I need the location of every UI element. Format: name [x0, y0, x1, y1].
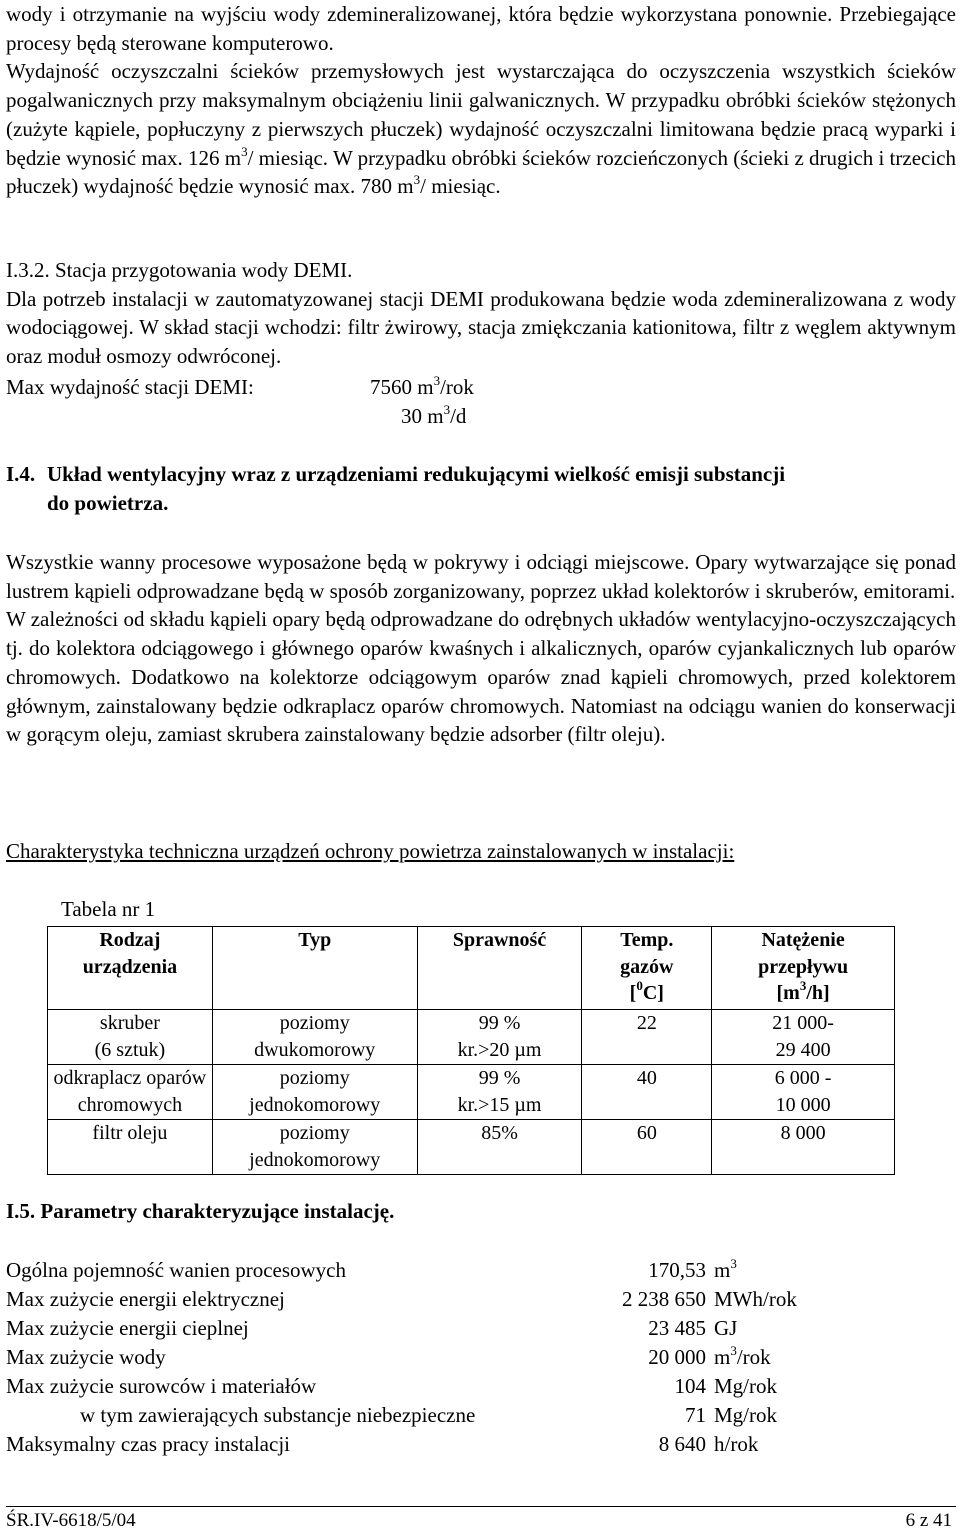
param-unit: Mg/rok [714, 1403, 777, 1427]
table-row [48, 1120, 895, 1175]
footer-reference: ŚR.IV-6618/5/04 [6, 1510, 136, 1531]
cell-natezenie: 21 000- 29 400 [712, 1010, 895, 1065]
param-label: w tym zawierających substancje niebezpieczne [80, 1403, 476, 1427]
cell-natezenie: 8 000 [712, 1120, 895, 1175]
col-header-rodzaj: Rodzaj urządzenia [48, 927, 213, 1010]
param-label: Max zużycie wody [6, 1345, 166, 1369]
param-label: Max zużycie energii elektrycznej [6, 1287, 285, 1311]
cell-sprawnosc: 99 % kr.>20 µm [417, 1010, 582, 1065]
section-heading: Układ wentylacyjny wraz z urządzeniami redukującymi wielkość emisji substancji [47, 462, 786, 486]
table-caption: Tabela nr 1 [61, 897, 156, 921]
param-unit: $m^3$ [714, 1256, 737, 1282]
intro-text [6, 0, 956, 201]
paragraph: Wszystkie wanny procesowe wyposażone będą w pokrywy i odciągi miejscowe. Opary wytwarzające się ponad lustrem kąpieli odprowadzane będą w sposób zorganizowany, poprzez układ kolektorów i skruberów, emitorami. [6, 550, 956, 603]
cell-temp: 40 [582, 1065, 712, 1120]
cell-rodzaj: odkraplacz oparów chromowych [48, 1065, 213, 1120]
cell-sprawnosc: 99 % kr.>15 µm [417, 1065, 582, 1120]
col-header-natezenie: Natężenie przepływu $[m^3/h]$ [712, 927, 895, 1010]
paragraph: Wydajność oczyszczalni ścieków przemysłowych jest wystarczająca do oczyszczenia wszystkich ścieków pogalwanicznych przy maksymalnym obciążeniu linii galwanicznych. W przypadku obróbki ścieków stężonych (zużyte kąpiele, popłuczyny z pierwszych płuczek) wydajność oczyszczalni limitowana będzie pracą wyparki i będzie wynosić max. 126 $m^3/$ miesiąc. W przypadku obróbki ścieków rozcieńczonych (ścieki z drugich i trzecich płuczek) wydajność będzie wynosić max. 780 $m^3/$ miesiąc. [6, 59, 956, 199]
param-value: 8 640 [658, 1432, 706, 1456]
table-row [48, 1010, 895, 1065]
paragraph: Dla potrzeb instalacji w zautomatyzowanej stacji DEMI produkowana będzie woda zdemineralizowana z wody wodociągowej. W skład stacji wchodzi: filtr żwirowy, stacja zmiękczania kationitowa, filtr z węglem aktywnym oraz moduł osmozy odwróconej. [6, 286, 956, 369]
param-label: Max zużycie surowców i materiałów [6, 1374, 317, 1398]
col-header-temp: Temp. gazów [$^0$C] [582, 927, 712, 1010]
cell-natezenie: 6 000 - 10 000 [712, 1065, 895, 1120]
param-value: 71 [685, 1403, 706, 1427]
param-unit: $m^3$/rok [714, 1343, 771, 1369]
param-unit: Mg/rok [714, 1374, 777, 1398]
section-ventilation-text [6, 548, 956, 749]
cell-typ: poziomy jednokomorowy [212, 1120, 417, 1175]
table-section-title: Charakterystyka techniczna urządzeń ochrony powietrza zainstalowanych w instalacji: [6, 839, 735, 863]
section-heading: I.3.2. Stacja przygotowania wody DEMI. [6, 258, 353, 282]
param-label: Max zużycie energii cieplnej [6, 1316, 249, 1340]
param-label: Ogólna pojemność wanien procesowych [6, 1258, 346, 1282]
demi-max-label: Max wydajność stacji DEMI: [6, 375, 254, 399]
demi-max-value-day: 30 $m^3/d$ [401, 402, 467, 428]
param-label: Maksymalny czas pracy instalacji [6, 1432, 290, 1456]
table-header-row [48, 927, 895, 1010]
cell-sprawnosc: 85% [417, 1120, 582, 1175]
param-value: 23 485 [648, 1316, 706, 1340]
section-number: I.4. [6, 462, 36, 486]
col-header-typ: Typ [212, 927, 417, 1010]
param-unit: h/rok [714, 1432, 759, 1456]
demi-max-value-year: 7560 $m^3$/rok [370, 373, 474, 399]
footer-divider [6, 1506, 956, 1507]
cell-rodzaj: skruber (6 sztuk) [48, 1010, 213, 1065]
param-unit: GJ [714, 1316, 738, 1340]
col-header-sprawnosc: Sprawność [417, 927, 582, 1010]
section-heading-cont: do powietrza. [47, 491, 169, 515]
cell-rodzaj: filtr oleju [48, 1120, 213, 1175]
equipment-table [47, 926, 895, 1175]
param-value: 170,53 [648, 1258, 706, 1282]
table-row [48, 1065, 895, 1120]
cell-temp: 60 [582, 1120, 712, 1175]
section-heading: I.5. Parametry charakteryzujące instalację. [6, 1199, 395, 1223]
param-value: 2 238 650 [622, 1287, 706, 1311]
param-unit: MWh/rok [714, 1287, 797, 1311]
param-value: 104 [674, 1374, 706, 1398]
footer-page-number: 6 z 41 [905, 1510, 952, 1531]
param-value: 20 000 [648, 1345, 706, 1369]
cell-typ: poziomy dwukomorowy [212, 1010, 417, 1065]
paragraph: wody i otrzymanie na wyjściu wody zdemineralizowanej, która będzie wykorzystana ponownie. Przebiegające procesy będą sterowane komputerowo. [6, 2, 956, 55]
cell-temp: 22 [582, 1010, 712, 1065]
cell-typ: poziomy jednokomorowy [212, 1065, 417, 1120]
section-demi [6, 256, 956, 371]
paragraph: W zależności od składu kąpieli opary będą odprowadzane do odrębnych układów wentylacyjno-oczyszczających tj. do kolektora odciągowego i głównego oparów kwaśnych i alkalicznych, oparów cyjankalicznych lub oparów chromowych. Dodatkowo na kolektorze odciągowym oparów znad kąpieli chromowych, przed kolektorem głównym, zainstalowany będzie odkraplacz oparów chromowych. Natomiast na odciągu wanien do konserwacji w gorącym oleju, zamiast skrubera zainstalowany będzie adsorber (filtr oleju). [6, 607, 956, 747]
